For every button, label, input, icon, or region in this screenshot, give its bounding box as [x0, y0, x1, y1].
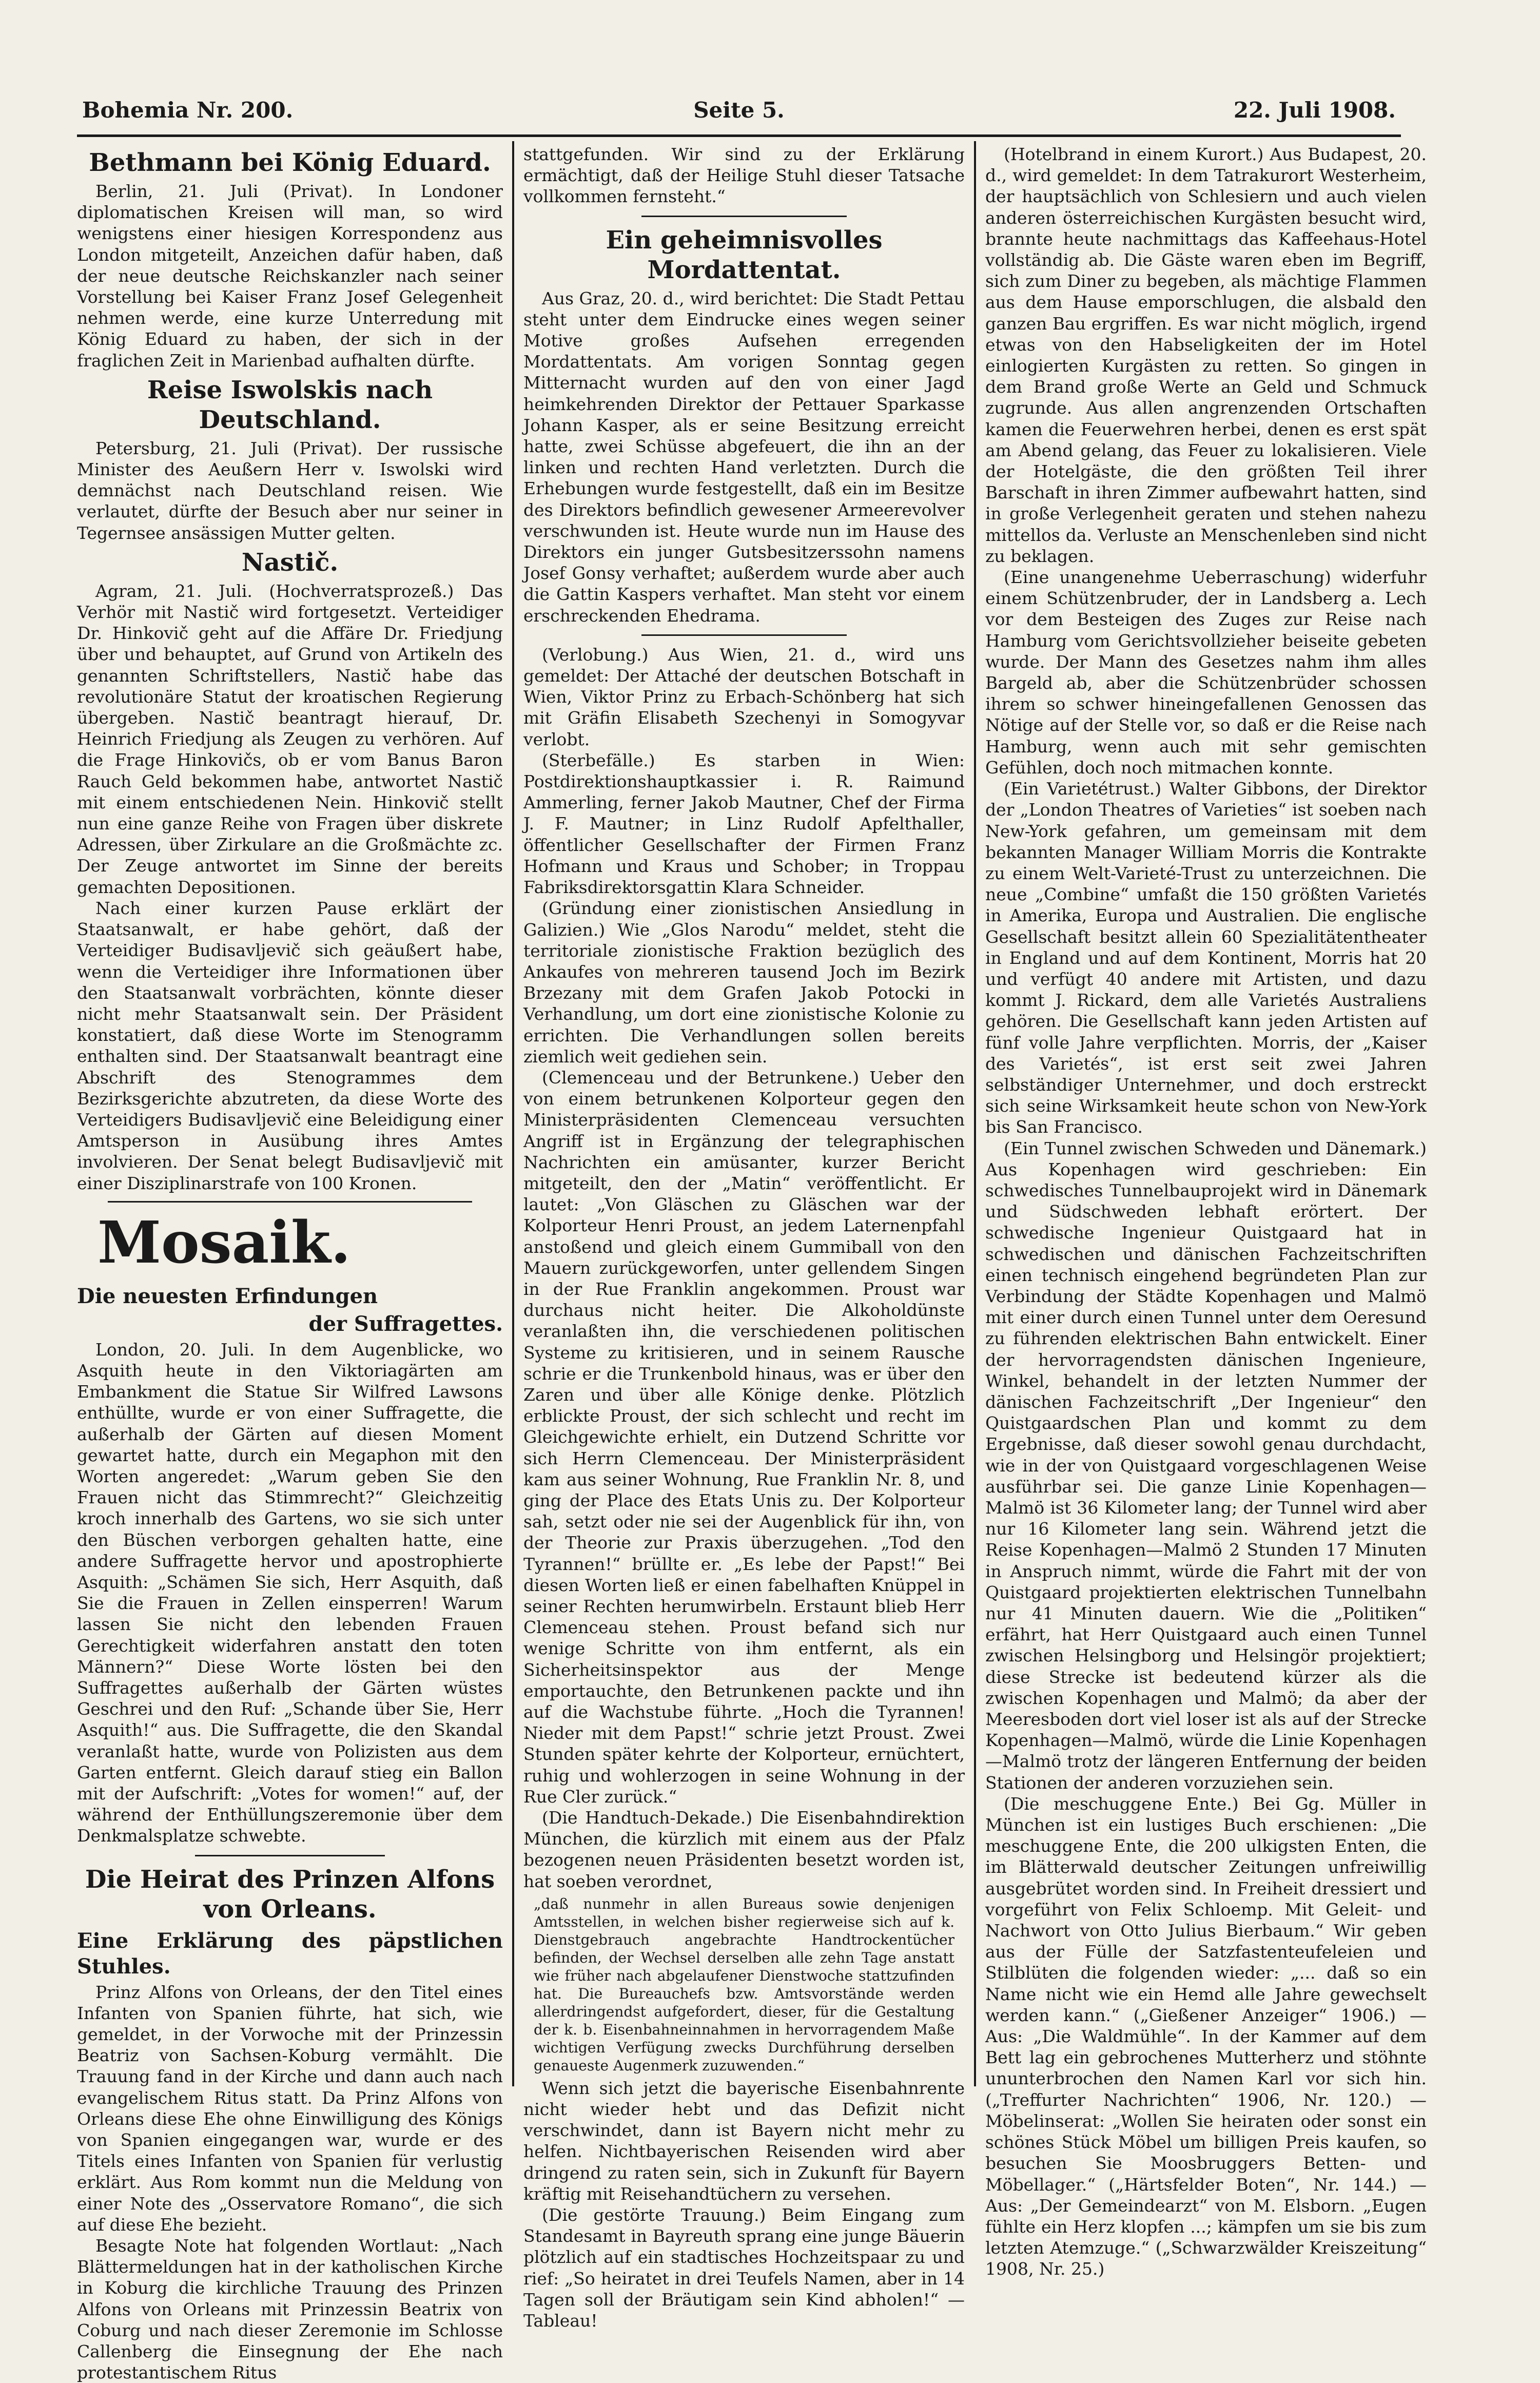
page-header	[82, 98, 1396, 133]
article-title: Bethmann bei König Eduard.	[89, 148, 491, 177]
section-rule	[108, 1201, 472, 1203]
news-item: (Sterbefälle.) Es starben in Wien: Postdirektionshauptkassier i. R. Raimund Ammerling, ferner Jakob Mautner, Chef der Firma J. F. Mautner; in Linz Rudolf Apfelthaller, öffentlicher Gesellschafter der Firmen Franz Hofmann und Kraus und Schober; in Troppau Fabriksdirektorsgattin Klara Schneider.	[523, 750, 965, 898]
news-item: (Die Handtuch-Dekade.) Die Eisenbahndirektion München, die kürzlich mit einem aus der Pfalz bezogenen neuen Präsidenten besetzt worden ist, hat soeben verordnet,	[523, 1808, 965, 1891]
article-rule	[641, 634, 847, 636]
article-subtitle: Eine Erklärung des päpstlichen Stuhles.	[77, 1928, 503, 1979]
article-title: Ein geheimnisvolles Mordattentat.	[606, 225, 883, 284]
article-text: Aus Graz, 20. d., wird berichtet: Die Stadt Pettau steht unter dem Eindrucke eines wegen seiner Motive großes Aufsehen erregenden Mordattentats. Am vorigen Sonntag gegen Mitternacht wurden auf den von einer Jagd heimkehrenden Direktor der Pettauer Sparkasse Johann Kasper, als er seine Besitzung erreicht hatte, zwei Schüsse abgefeuert, die ihn an der linken und rechten Hand verletzten. Durch die Erhebungen wurde festgestellt, daß ein im Besitze des Direktors befindlich gewesener Armeerevolver verschwunden ist. Heute wurde nun im Hause des Direktors ein junger Gutsbesitzerssohn namens Josef Gonsy verhaftet; außerdem wurde aber auch die Gattin Kaspers verhaftet. Man steht vor einem erschreckenden Ehedrama.	[523, 288, 965, 626]
article-title: Die Heirat des Prinzen Alfons von Orleans.	[85, 1865, 495, 1924]
article-text: Petersburg, 21. Juli (Privat). Der russische Minister des Aeußern Herr v. Iswolski wird demnächst nach Deutschland reisen. Wie verlautet, dürfte der Besuch aber nur seiner in Tegernsee ansässigen Mutter gelten.	[77, 438, 503, 543]
article-title: Die neuesten Erfindungen	[77, 1284, 378, 1308]
article-title: Reise Iswolskis nach Deutschland.	[147, 375, 433, 434]
article-text: Prinz Alfons von Orleans, der den Titel eines Infanten von Spanien führte, hat sich, wie gemeldet, in der Vorwoche mit der Prinzessin Beatriz von Sachsen-Koburg vermählt. Die Trauung fand in der Kirche und dann auch nach evangelischem Ritus statt. Da Prinz Alfons von Orleans diese Ehe ohne Einwilligung des Königs von Spanien eingegangen war, wurde er des Titels eines Infanten von Spanien für verlustig erklärt. Aus Rom kommt nun die Meldung von einer Note des „Osservatore Romano“, die sich auf diese Ehe bezieht.	[77, 1982, 503, 2235]
header-rule	[77, 134, 1401, 137]
article-title: Nastič.	[241, 548, 339, 577]
column-rule-1	[512, 141, 514, 2086]
article-text: Agram, 21. Juli. (Hochverratsprozeß.) Das Verhör mit Nastič wird fortgesetzt. Verteidiger Dr. Hinkovič geht auf die Affäre Dr. Friedjung über und behauptet, auf Grund von Artikeln des genannten Schriftstellers, Nastič habe das revolutionäre Statut der kroatischen Regierung übergeben. Nastič beantragt hierauf, Dr. Heinrich Friedjung als Zeugen zu verhören. Auf die Frage Hinkovičs, ob er vom Banus Baron Rauch Geld bekommen habe, antwortet Nastič mit einem entschiedenen Nein. Hinkovič stellt nun eine ganze Reihe von Fragen über diskrete Adressen, über Zirkulare an die Großmächte zc. Der Zeuge antwortet im Sinne der bereits gemachten Depositionen.	[77, 580, 503, 897]
quoted-decree: „daß nunmehr in allen Bureaus sowie denjenigen Amtsstellen, in welchen bisher regierweise sich auf k. Dienstgebrauch angebrachte Handtrockentücher befinden, der Wechsel derselben alle zehn Tage anstatt wie früher nach abgelaufener Dienstwoche stattzufinden hat. Die Bureauchefs bzw. Amtsvorstände werden allerdringendst aufgefordert, dieser, für die Gestaltung der k. b. Eisenbahneinnahmen in hervorragendem Maße wichtigen Verfügung zwecks Durchführung derselben genaueste Augenmerk zuzuwenden.“	[534, 1895, 954, 2074]
article-text: Besagte Note hat folgenden Wortlaut: „Nach Blättermeldungen hat in der katholischen Kirche in Koburg die kirchliche Trauung des Prinzen Alfons von Orleans mit Prinzessin Beatrix von Coburg und nach dieser Zeremonie im Schlosse Callenberg die Einsegnung der Ehe nach protestantischem Ritus	[77, 2236, 503, 2383]
news-item: (Hotelbrand in einem Kurort.) Aus Budapest, 20. d., wird gemeldet: In dem Tatrakurort Westerheim, der hauptsächlich von Schlesiern und auch vielen anderen österreichischen Kurgästen besucht wird, brannte heute nachmittags das Kaffeehaus-Hotel vollständig ab. Die Gäste waren eben im Begriff, sich zum Diner zu begeben, als mächtige Flammen aus dem Hause emporschlugen, die alsbald den ganzen Bau ergriffen. Es war nicht möglich, irgend etwas von den Habseligkeiten der im Hotel einlogierten Kurgästen zu retten. So gingen in dem Brand große Werte an Geld und Schmuck zugrunde. Aus allen angrenzenden Ortschaften kamen die Feuerwehren herbei, denen es erst spät am Abend gelang, das Feuer zu lokalisieren. Viele der Hotelgäste, die den größten Teil ihrer Barschaft in ihren Zimmer aufbewahrt hatten, sind in große Verlegenheit geraten und stehen nahezu mittellos da. Verluste an Menschenleben sind nicht zu beklagen.	[985, 144, 1427, 566]
column-rule-2	[974, 141, 976, 2086]
column-3	[985, 144, 1427, 2279]
article-text: stattgefunden. Wir sind zu der Erklärung ermächtigt, daß der Heilige Stuhl dieser Tatsache vollkommen fernsteht.“	[523, 144, 965, 207]
news-item: (Clemenceau und der Betrunkene.) Ueber den von einem betrunkenen Kolporteur gegen den Ministerpräsidenten Clemenceau versuchten Angriff ist in Ergänzung der telegraphischen Nachrichten ein amüsanter, kurzer Bericht mitgeteilt, den der „Matin“ veröffentlicht. Er lautet: „Von Gläschen zu Gläschen war der Kolporteur Henri Proust, an jedem Laternenpfahl anstoßend und gleich einem Gummiball von den Mauern zurückgeworfen, unter gellendem Singen in der Rue Franklin angekommen. Proust war durchaus nicht heiter. Die Alkoholdünste veranlaßten ihn, die verschiedenen politischen Systeme zu kritisieren, und in seinem Rausche schrie er die Trunkenbold hinaus, was er über den Zaren und über alle Könige denke. Plötzlich erblickte Proust, der sich schlecht und recht im Gleichgewichte erhielt, ein Dutzend Schritte vor sich Herrn Clemenceau. Der Ministerpräsident kam aus seiner Wohnung, Rue Franklin Nr. 8, und ging der Place des Etats Unis zu. Der Kolporteur sah, setzt oder nie sei der Augenblick für ihn, von der Theorie zur Praxis überzugehen. „Tod den Tyrannen!“ brüllte er. „Es lebe der Papst!“ Bei diesen Worten ließ er einen fabelhaften Knüppel in seiner Rechten herumwirbeln. Erstaunt blieb Herr Clemenceau stehen. Proust befand sich nur wenige Schritte von ihm entfernt, als ein Sicherheitsinspektor aus der Menge emportauchte, den Betrunkenen packte und ihn auf die Wachstube führte. „Hoch die Tyrannen! Nieder mit dem Papst!“ schrie jetzt Proust. Zwei Stunden später kehrte der Kolporteur, ernüchtert, ruhig und wohlerzogen in seine Wohnung in der Rue Cler zurück.“	[523, 1067, 965, 1807]
page-number: Seite 5.	[693, 98, 785, 123]
news-item: (Ein Varietétrust.) Walter Gibbons, der Direktor der „London Theatres of Varieties“ ist soeben nach New-York gefahren, um gemeinsam mit dem bekannten Manager William Morris die Kontrakte zu einem Welt-Varieté-Trust zu unterzeichnen. Die neue „Combine“ umfaßt die 150 größten Varietés in Amerika, Europa und Australien. Die englische Gesellschaft besitzt allein 60 Spezialitätentheater in England und auf dem Kontinent, Morris hat 20 und verfügt 40 andere mit Artisten, und dazu kommt J. Rickard, dem alle Varietés Australiens gehören. Die Gesellschaft kann jeden Artisten auf fünf volle Jahre verpflichten. Morris, der „Kaiser des Varietés“, ist erst seit zwei Jahren selbständiger Unternehmer, und doch erstreckt sich seine Wirksamkeit heute schon von New-York bis San Francisco.	[985, 779, 1427, 1137]
masthead-issue: Bohemia Nr. 200.	[82, 98, 294, 123]
issue-date: 22. Juli 1908.	[1233, 98, 1396, 123]
news-item: Wenn sich jetzt die bayerische Eisenbahnrente nicht wieder hebt und das Defizit nicht verschwindet, dann ist Bayern nicht mehr zu helfen. Nichtbayerischen Reisenden wird aber dringend zu raten sein, sich in Zukunft für Bayern kräftig mit Reisehandtüchern zu versehen.	[523, 2078, 965, 2204]
article-title-line2: der Suffragettes.	[308, 1311, 503, 1336]
article-rule	[195, 1855, 385, 1856]
news-item: (Gründung einer zionistischen Ansiedlung in Galizien.) Wie „Glos Narodu“ meldet, steht die territoriale zionistische Fraktion bezüglich des Ankaufes von mehreren tausend Joch im Bezirk Brzezany mit dem Grafen Jakob Potocki in Verhandlung, um dort eine zionistische Kolonie zu errichten. Die Verhandlungen sollen bereits ziemlich weit gediehen sein.	[523, 898, 965, 1067]
news-item: (Ein Tunnel zwischen Schweden und Dänemark.) Aus Kopenhagen wird geschrieben: Ein schwedisches Tunnelbauprojekt wird in Dänemark und Südschweden lebhaft erörtert. Der schwedische Ingenieur Quistgaard hat in schwedischen und dänischen Fachzeitschriften einen technisch eingehend begründeten Plan zur Verbindung der Städte Kopenhagen und Malmö mit einer durch einen Tunnel unter dem Oeresund zu führenden elektrischen Bahn entwickelt. Einer der hervorragendsten dänischen Ingenieure, Winkel, behandelt in der letzten Nummer der dänischen Fachzeitschrift „Der Ingenieur“ den Quistgaardschen Plan und kommt zu dem Ergebnisse, daß dieser sowohl genau durchdacht, wie in der von Quistgaard vorgeschlagenen Weise ausführbar sei. Die ganze Linie Kopenhagen—Malmö ist 36 Kilometer lang; der Tunnel wird aber nur 16 Kilometer lang sein. Während jetzt die Reise Kopenhagen—Malmö 2 Stunden 17 Minuten in Anspruch nimmt, würde die Fahrt mit der von Quistgaard projektierten elektrischen Tunnelbahn nur 41 Minuten dauern. Wie die „Politiken“ erfährt, hat Herr Quistgaard auch einen Tunnel zwischen Helsingborg und Helsingör projektiert; diese Strecke ist bedeutend kürzer als die zwischen Kopenhagen und Malmö; da aber der Meeresboden dort viel loser ist als auf der Strecke Kopenhagen—Malmö, würde die Linie Kopenhagen—Malmö trotz der längeren Entfernung der beiden Stationen der anderen vorzuziehen sein.	[985, 1138, 1427, 1793]
column-2	[523, 144, 965, 2331]
news-item: (Die meschuggene Ente.) Bei Gg. Müller in München ist ein lustiges Buch erschienen: „Die meschuggene Ente, die 200 ulkigsten Enten, die im Blätterwald deutscher Zeitungen unfreiwillig ausgebrütet worden sind. In Freiheit dressiert und vorgeführt von Felix Schloemp. Mit Geleit- und Nachwort von Otto Julius Bierbaum.“ Wir geben aus der Fülle der Satzfastenteufeleien und Stilblüten die folgenden wieder: „... daß so ein Name nicht wie ein Hemd alle Jahre gewechselt werden kann.“ („Gießener Anzeiger“ 1906.) — Aus: „Die Waldmühle“. In der Kammer auf dem Bett lag ein gebrochenes Mutterherz und stöhnte ununterbrochen den Namen Karl vor sich hin. („Treffurter Nachrichten“ 1906, Nr. 120.) — Möbelinserat: „Wollen Sie heiraten oder sonst ein schönes Stück Möbel um billigen Preis kaufen, so besuchen Sie Moosbruggers Betten- und Möbellager.“ („Härtsfelder Boten“, Nr. 144.) — Aus: „Der Gemeindearzt“ von M. Elsborn. „Eugen fühlte ein Herz klopfen ...; kämpfen um sie bis zum letzten Atemzuge.“ („Schwarzwälder Kreiszeitung“ 1908, Nr. 25.)	[985, 1793, 1427, 2279]
article-rule	[641, 216, 847, 217]
news-item: (Verlobung.) Aus Wien, 21. d., wird uns gemeldet: Der Attaché der deutschen Botschaft in Wien, Viktor Prinz zu Erbach-Schönberg hat sich mit Gräfin Elisabeth Szechenyi in Somogyvar verlobt.	[523, 644, 965, 749]
article-text: Berlin, 21. Juli (Privat). In Londoner diplomatischen Kreisen will man, so wird wenigstens einer hiesigen Korrespondenz aus London mitgeteilt, Anzeichen dafür haben, daß der neue deutsche Reichskanzler nach seiner Vorstellung bei Kaiser Franz Josef Gelegenheit nehmen werde, eine kurze Unterredung mit König Eduard zu haben, der sich in der fraglichen Zeit in Marienbad aufhalten dürfte.	[77, 181, 503, 371]
column-1	[77, 144, 503, 2383]
article-text: London, 20. Juli. In dem Augenblicke, wo Asquith heute in den Viktoriagärten am Embankment die Statue Sir Wilfred Lawsons enthüllte, wurde er von einer Suffragette, die außerhalb der Gärten auf diesen Moment gewartet hatte, durch ein Megaphon mit den Worten angeredet: „Warum geben Sie den Frauen nicht das Stimmrecht?“ Gleichzeitig kroch innerhalb des Gartens, wo sie sich unter den Büschen verborgen gehalten hatte, eine andere Suffragette hervor und apostrophierte Asquith: „Schämen Sie sich, Herr Asquith, daß Sie die Frauen in Zellen einsperren! Warum lassen Sie nicht den lebenden Frauen Gerechtigkeit widerfahren anstatt den toten Männern?“ Diese Worte lösten bei den Suffragettes außerhalb der Gärten wüstes Geschrei und den Ruf: „Schande über Sie, Herr Asquith!“ aus. Die Suffragette, die den Skandal veranlaßt hatte, wurde von Polizisten aus dem Garten entfernt. Gleich darauf stieg ein Ballon mit der Aufschrift: „Votes for women!“ auf, der während der Enthüllungszeremonie über dem Denkmalsplatze schwebte.	[77, 1339, 503, 1846]
article-text: Nach einer kurzen Pause erklärt der Staatsanwalt, er habe gehört, daß der Verteidiger Budisavljevič sich geäußert habe, wenn die Verteidiger ihre Informationen über den Staatsanwalt vorbrächten, könnte dieser nicht mehr Staatsanwalt sein. Der Präsident konstatiert, daß diese Worte im Stenogramm enthalten sind. Der Staatsanwalt beantragt eine Abschrift des Stenogrammes dem Bezirksgerichte abzutreten, da diese Worte des Verteidigers Budisavljevič eine Beleidigung einer Amtsperson in Ausübung ihres Amtes involvieren. Der Senat belegt Budisavljevič mit einer Disziplinarstrafe von 100 Kronen.	[77, 898, 503, 1193]
section-heading-mosaik: Mosaik.	[98, 1209, 351, 1276]
news-item: (Eine unangenehme Ueberraschung) widerfuhr einem Schützenbruder, der in Landsberg a. Lech vor dem Besteigen des Zuges zur Reise nach Hamburg vom Gerichtsvollzieher beiseite gebeten wurde. Der Mann des Gesetzes nahm ihm alles Bargeld ab, aber die Schützenbrüder schossen ihrem so schwer hineingefallenen Genossen das Nötige auf der Stelle vor, so daß er die Reise nach Hamburg, wenn auch mit sehr gemischten Gefühlen, doch noch mitmachen konnte.	[985, 567, 1427, 778]
news-item: (Die gestörte Trauung.) Beim Eingang zum Standesamt in Bayreuth sprang eine junge Bäuerin plötzlich auf ein stadtisches Hochzeitspaar zu und rief: „So heiratet in drei Teufels Namen, aber in 14 Tagen soll der Bräutigam sein Kind abholen!“ — Tableau!	[523, 2205, 965, 2331]
